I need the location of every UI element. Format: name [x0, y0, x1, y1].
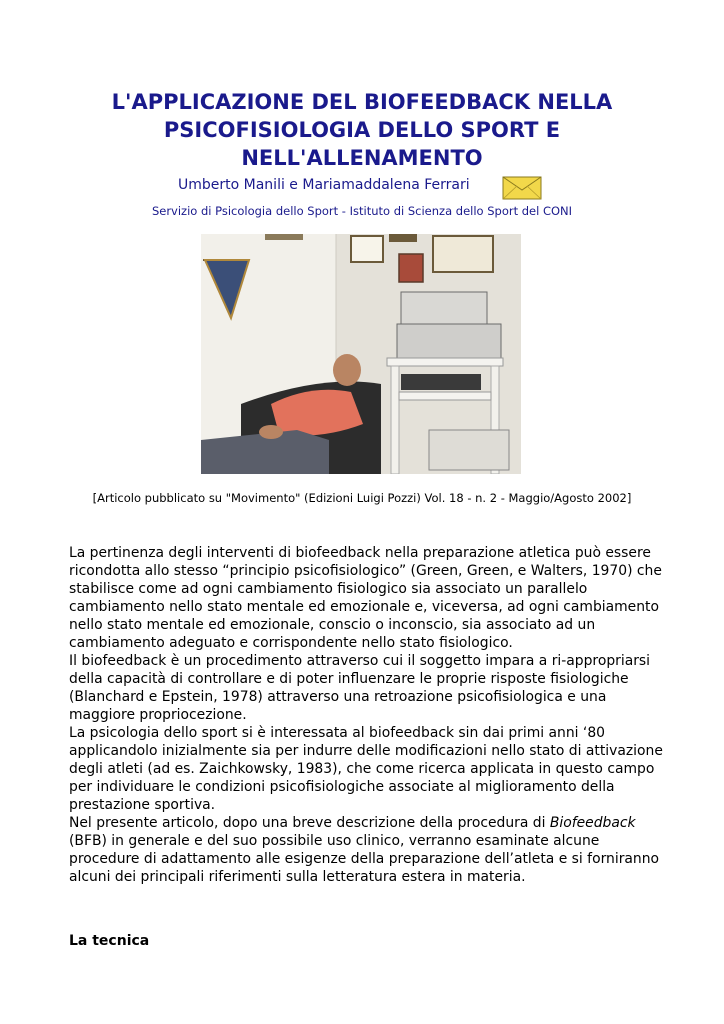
title-line: PSICOFISIOLOGIA DELLO SPORT E — [163, 118, 561, 142]
paragraph — [69, 814, 669, 886]
citation: [Articolo pubblicato su "Movimento" (Edizioni Luigi Pozzi) Vol. 18 - n. 2 - Maggio/Agosto 2002] — [92, 491, 632, 505]
envelope-icon[interactable] — [502, 176, 542, 200]
affiliation: Servizio di Psicologia dello Sport - Istituto di Scienza dello Sport del CONI — [151, 204, 573, 218]
authors: Umberto Manili e Mariamaddalena Ferrari — [178, 177, 470, 193]
biofeedback-session-photo — [201, 234, 521, 474]
page-title — [60, 88, 664, 172]
title-line: L'APPLICAZIONE DEL BIOFEEDBACK NELLA — [111, 90, 613, 114]
paragraph: La pertinenza degli interventi di biofeedback nella preparazione atletica può essere ricondotta allo stesso “principio psicofisiologico” (Green, Green, e Walters, 1970) che stabilisce come ad ogni cambiamento fisiologico sia associato un parallelo cambiamento nello stato mentale ed emozionale e, viceversa, ad ogni cambiamento nello stato mentale ed emozionale, conscio o inconscio, sia associato ad un cambiamento adeguato e corrispondente nello stato fisiologico. — [69, 545, 662, 651]
emphasized-term: Biofeedback — [549, 815, 636, 831]
title-line: NELL'ALLENAMENTO — [241, 146, 483, 170]
section-heading: La tecnica — [69, 933, 150, 949]
paragraph-text: (BFB) in generale e del suo possibile uso clinico, verranno esaminate alcune procedure di adattamento alle esigenze della preparazione dell’atleta e si forniranno alcuni dei principali riferimenti sulla letteratura estera in materia. — [69, 833, 660, 885]
article-body — [69, 544, 669, 886]
paragraph: La psicologia dello sport si è interessata al biofeedback sin dai primi anni ‘80 applicandolo inizialmente sia per indurre delle modificazioni nello stato di attivazione degli atleti (ad es. Zaichkowsky, 1983), che come ricerca applicata in questo campo per individuare le condizioni psicofisiologiche associate al miglioramento della prestazione sportiva. — [69, 725, 663, 813]
paragraph-text: Nel presente articolo, dopo una breve descrizione della procedura di — [69, 815, 550, 831]
paragraph: Il biofeedback è un procedimento attraverso cui il soggetto impara a ri-appropriarsi della capacità di controllare e di poter influenzare le proprie risposte fisiologiche (Blanchard e Epstein, 1978) attraverso una retroazione psicofisiologica e una maggiore propriocezione. — [69, 653, 651, 723]
